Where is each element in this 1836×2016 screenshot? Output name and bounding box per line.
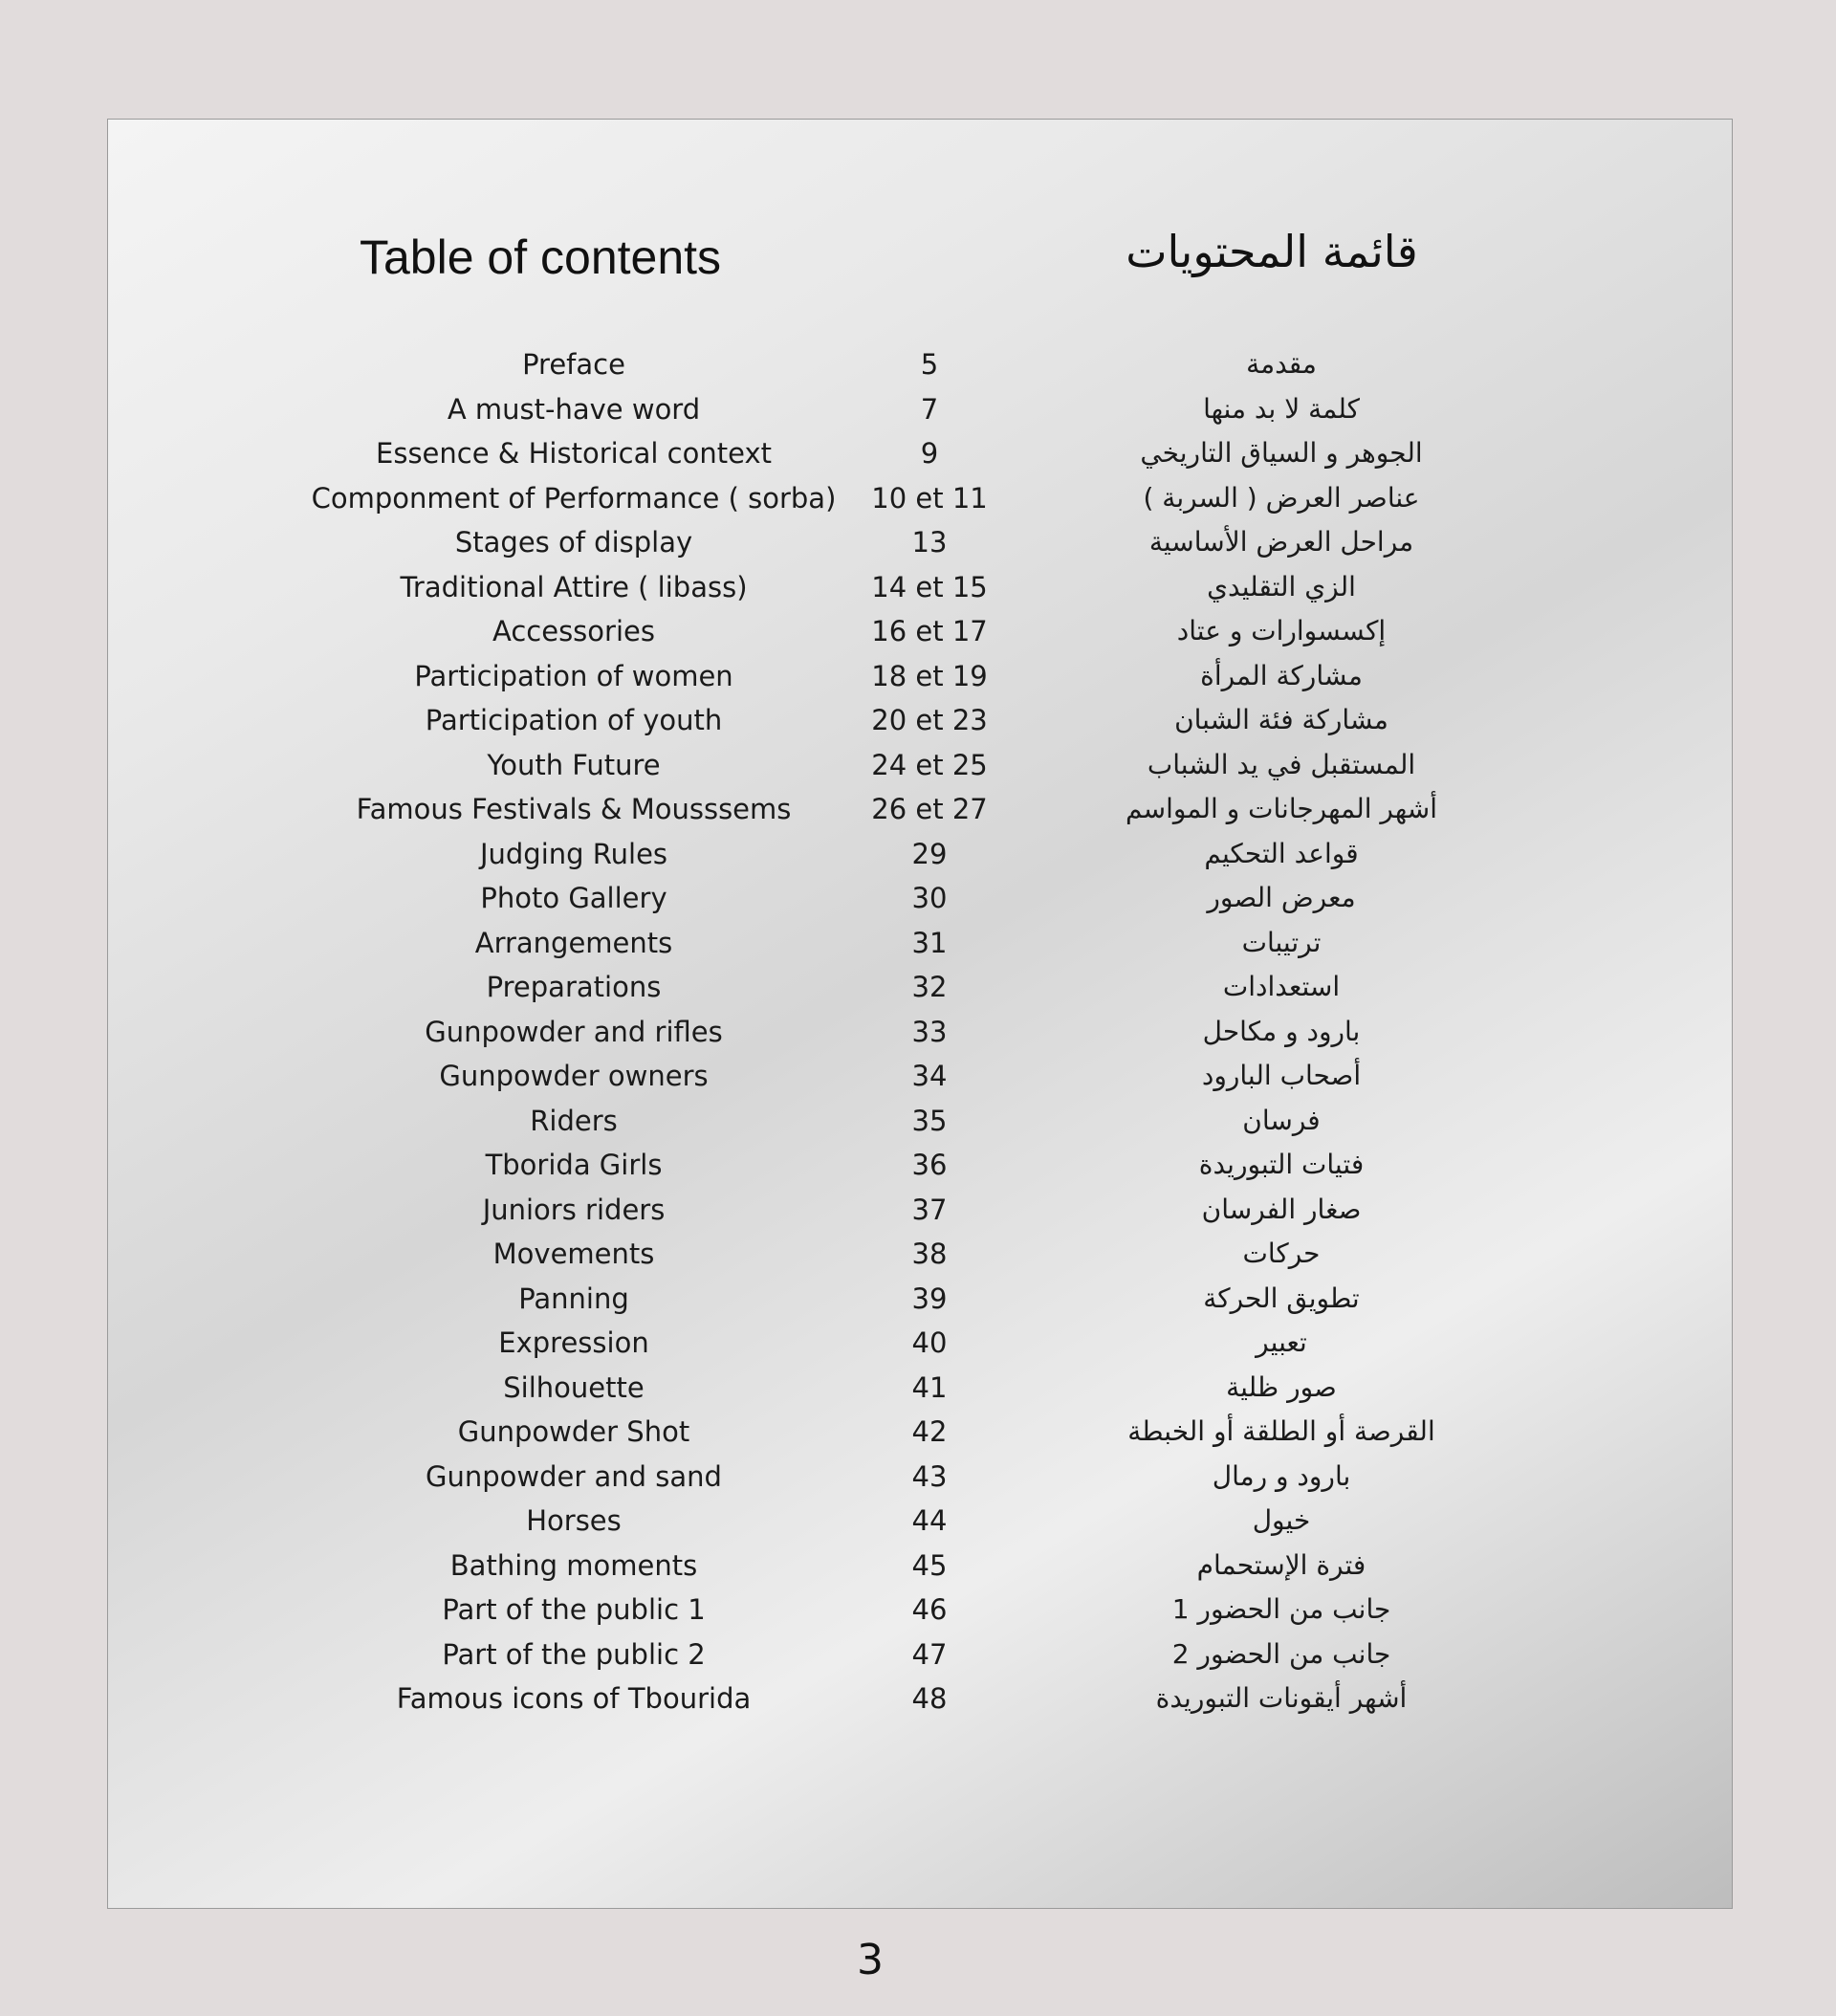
toc-entry-page: 39: [911, 1282, 948, 1315]
toc-entry-title-english: A must-have word: [447, 392, 701, 426]
toc-entry: [306, 965, 1473, 1010]
toc-entry-page: 24 et 25: [871, 748, 988, 781]
toc-entry-page: 40: [911, 1326, 948, 1359]
toc-entry-title-arabic: فترة الإستحمام: [1196, 1548, 1366, 1581]
toc-entry-title-arabic: مراحل العرض الأساسية: [1148, 526, 1414, 558]
toc-entry-title-arabic: ترتيبات: [1241, 926, 1322, 958]
toc-entry-title-english: Judging Rules: [479, 837, 668, 870]
toc-entry-page: 45: [911, 1548, 948, 1582]
toc-entry: [306, 1455, 1473, 1500]
toc-entry: [306, 1588, 1473, 1633]
toc-entry-page: 7: [920, 392, 939, 426]
toc-entry-page: 9: [920, 437, 939, 470]
toc-entry-page: 30: [911, 882, 948, 914]
toc-entry-title-english: Participation of women: [414, 659, 733, 692]
toc-entry: [306, 1188, 1473, 1233]
toc-entry: [306, 1633, 1473, 1677]
toc-entry-title-arabic: أشهر المهرجانات و المواسم: [1125, 793, 1438, 824]
toc-entry-page: 29: [911, 837, 948, 870]
toc-entry: [306, 387, 1473, 432]
toc-entry-page: 13: [911, 526, 948, 559]
toc-entry-page: 41: [911, 1370, 948, 1404]
toc-entry-title-arabic: جانب من الحضور 2: [1171, 1637, 1391, 1670]
toc-entry-title-english: Gunpowder and rifles: [425, 1015, 723, 1048]
toc-entry-title-english: Part of the public 2: [442, 1637, 706, 1671]
toc-entry-title-english: Participation of youth: [425, 704, 723, 736]
toc-entry-title-arabic: تعبير: [1256, 1326, 1307, 1358]
toc-entry-title-arabic: عناصر العرض ( السربة ): [1143, 481, 1420, 514]
toc-entry-title-arabic: الجوهر و السياق التاريخي: [1140, 437, 1423, 469]
toc-entry: [306, 743, 1473, 788]
toc-entry: [306, 698, 1473, 743]
toc-entry: [306, 609, 1473, 654]
toc-entry-title-arabic: أصحاب البارود: [1201, 1060, 1362, 1091]
toc-entry-title-arabic: تطويق الحركة: [1203, 1282, 1360, 1314]
toc-entry-title-english: Gunpowder and sand: [426, 1459, 722, 1493]
toc-entry-page: 18 et 19: [871, 659, 988, 692]
toc-entry: [306, 342, 1473, 387]
toc-entry-page: 46: [911, 1593, 948, 1626]
toc-entry-title-english: Stages of display: [454, 526, 693, 559]
toc-entry-title-arabic: جانب من الحضور 1: [1171, 1593, 1391, 1625]
toc-entry: [306, 1544, 1473, 1589]
toc-entry-title-english: Youth Future: [487, 748, 661, 781]
toc-entry-page: 31: [911, 926, 948, 959]
toc-entry-page: 14 et 15: [871, 570, 988, 603]
toc-entry: [306, 1232, 1473, 1277]
toc-entry-title-arabic: استعدادات: [1222, 971, 1341, 1002]
toc-entry-title-english: Componment of Performance ( sorba): [311, 481, 837, 515]
toc-entry-title-english: Tborida Girls: [485, 1149, 663, 1181]
toc-entry-title-english: Riders: [530, 1104, 618, 1137]
toc-entry-title-english: Essence & Historical context: [376, 437, 772, 470]
toc-entry-page: 20 et 23: [871, 704, 988, 736]
toc-entry: [306, 921, 1473, 966]
toc-entry-page: 36: [911, 1149, 948, 1181]
toc-entry: [306, 1099, 1473, 1144]
toc-entry-title-arabic: مشاركة المرأة: [1200, 659, 1363, 691]
toc-entry-title-english: Famous icons of Tbourida: [396, 1682, 752, 1715]
toc-entry-title-english: Photo Gallery: [480, 882, 667, 914]
toc-entry-title-arabic: بارود و رمال: [1212, 1459, 1351, 1492]
page-title-english: Table of contents: [360, 230, 722, 284]
toc-entry-page: 33: [911, 1015, 948, 1048]
toc-entry-title-english: Movements: [492, 1238, 655, 1270]
toc-entry-page: 48: [911, 1682, 948, 1715]
toc-entry-title-arabic: أشهر أيقونات التبوريدة: [1155, 1682, 1408, 1714]
toc-entry: [306, 832, 1473, 877]
toc-entry-page: 35: [911, 1104, 948, 1137]
toc-entry-title-english: Preface: [522, 348, 625, 381]
toc-entry-title-arabic: القرصة أو الطلقة أو الخبطة: [1127, 1415, 1435, 1447]
toc-entry-title-arabic: قواعد التحكيم: [1204, 837, 1359, 869]
toc-entry-title-arabic: معرض الصور: [1207, 882, 1356, 913]
toc-entry-title-arabic: مقدمة: [1246, 348, 1317, 380]
toc-entry: [306, 1366, 1473, 1411]
toc-entry-page: 38: [911, 1238, 948, 1270]
toc-entry-page: 43: [911, 1459, 948, 1493]
toc-entry-page: 34: [911, 1060, 948, 1092]
toc-entry-page: 42: [911, 1415, 948, 1448]
toc-entry-page: 5: [920, 348, 939, 381]
toc-entry: [306, 1676, 1473, 1721]
toc-entry-title-arabic: فرسان: [1242, 1104, 1321, 1136]
toc-entry: [306, 876, 1473, 921]
toc-entry-title-english: Expression: [498, 1326, 649, 1359]
toc-entry: [306, 565, 1473, 610]
toc-entry: [306, 654, 1473, 699]
toc-entry-title-english: Traditional Attire ( libass): [400, 570, 748, 603]
toc-entry: [306, 1054, 1473, 1099]
toc-entry-title-arabic: خيول: [1252, 1504, 1311, 1536]
toc-entry-title-english: Panning: [518, 1282, 629, 1315]
toc-entry-title-english: Juniors riders: [482, 1193, 666, 1226]
toc-entry-title-arabic: كلمة لا بد منها: [1203, 392, 1360, 425]
toc-entry: [306, 520, 1473, 565]
toc-entry-title-arabic: صغار الفرسان: [1201, 1193, 1362, 1225]
toc-entry-title-arabic: إكسسوارات و عتاد: [1176, 615, 1387, 646]
table-of-contents: [306, 342, 1473, 1721]
toc-entry-title-english: Silhouette: [503, 1370, 645, 1404]
toc-entry-title-english: Part of the public 1: [442, 1593, 706, 1626]
toc-entry-page: 37: [911, 1193, 948, 1226]
toc-entry-title-english: Gunpowder Shot: [457, 1415, 690, 1448]
toc-entry: [306, 787, 1473, 832]
toc-entry-page: 10 et 11: [871, 481, 988, 515]
toc-entry: [306, 1321, 1473, 1366]
toc-entry-title-arabic: بارود و مكاحل: [1202, 1015, 1361, 1047]
toc-entry: [306, 1277, 1473, 1322]
toc-entry-page: 32: [911, 971, 948, 1003]
toc-entry: [306, 1010, 1473, 1055]
toc-entry: [306, 1410, 1473, 1455]
toc-entry-title-arabic: المستقبل في يد الشباب: [1147, 748, 1416, 780]
toc-entry-title-arabic: مشاركة فئة الشبان: [1174, 704, 1388, 735]
toc-entry-page: 16 et 17: [871, 615, 988, 647]
toc-entry-title-arabic: فتيات التبوريدة: [1198, 1149, 1365, 1180]
toc-entry: [306, 1499, 1473, 1544]
toc-entry-page: 47: [911, 1637, 948, 1671]
toc-entry-title-arabic: حركات: [1242, 1238, 1321, 1269]
toc-entry-title-english: Horses: [526, 1504, 622, 1537]
toc-entry-title-arabic: الزي التقليدي: [1207, 570, 1356, 603]
toc-entry-page: 44: [911, 1504, 948, 1537]
toc-entry: [306, 1143, 1473, 1188]
toc-entry-title-english: Arrangements: [474, 926, 673, 959]
page-number: 3: [857, 1936, 884, 1984]
toc-entry: [306, 476, 1473, 521]
toc-entry-title-english: Accessories: [492, 615, 655, 647]
toc-entry-title-english: Gunpowder owners: [439, 1060, 709, 1092]
toc-entry-title-english: Preparations: [486, 971, 662, 1003]
toc-entry-page: 26 et 27: [871, 793, 988, 825]
toc-entry-title-arabic: صور ظلية: [1226, 1370, 1337, 1403]
toc-entry: [306, 431, 1473, 476]
toc-entry-title-english: Bathing moments: [449, 1548, 698, 1582]
toc-entry-title-english: Famous Festivals & Mousssems: [356, 793, 792, 825]
page-title-arabic: قائمة المحتويات: [1126, 226, 1418, 277]
